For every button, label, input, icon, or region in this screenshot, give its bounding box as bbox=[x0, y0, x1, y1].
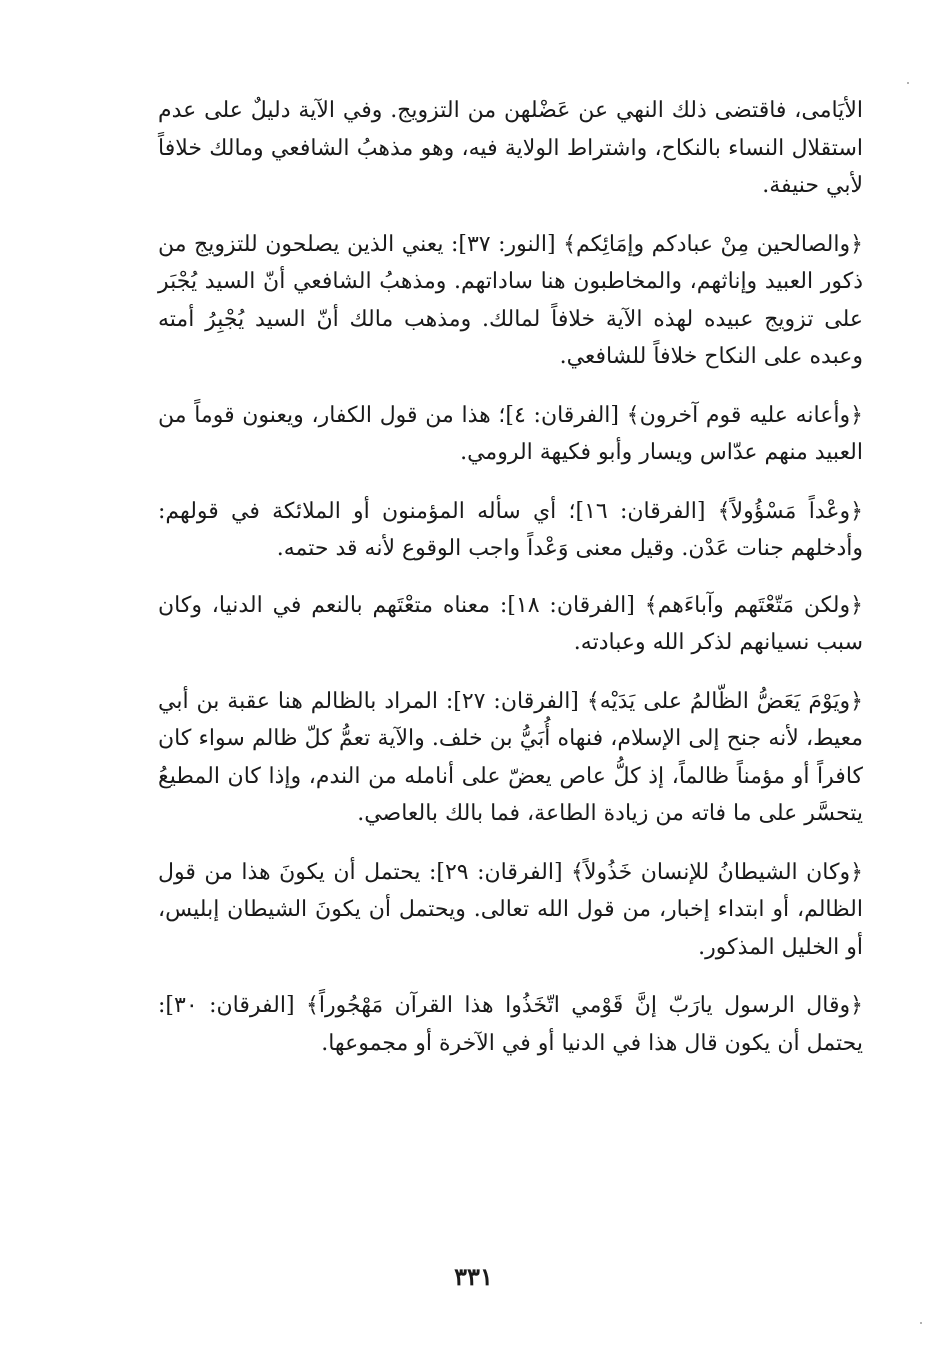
paragraph-6: ﴿ويَوْمَ يَعَضُّ الظّالمُ على يَدَيْه﴾ [الفرقان: ٢٧]: المراد بالظالم هنا عقبة بن أبي معيط، لأنه جنح إلى الإسلام، فنهاه أُبَيُّ بن خلف. والآية تعمُّ كلّ ظالم سواء كان كافراً أو مؤمناً ظالماً، إذ كلُّ عاص يعضّ على أنامله من الندم، وإذا كان المطيعُ يتحسَّر على ما فاته من زيادة الطاعة، فما بالك بالعاصي. bbox=[158, 688, 863, 826]
scan-speck bbox=[907, 82, 909, 84]
page-number: ٣٣١ bbox=[454, 1262, 493, 1291]
paragraph-7: ﴿وكان الشيطانُ للإنسان خَذُولاً﴾ [الفرقان: ٢٩]: يحتمل أن يكونَ هذا من قول الظالم، أو ابتداء إخبار، من قول الله تعالى. ويحتمل أن يكونَ الشيطان إبليس، أو الخليل المذكور. bbox=[158, 859, 863, 960]
paragraph-5: ﴿ولكن مَتّعْتَهم وآباءَهم﴾ [الفرقان: ١٨]: معناه متعْتَهم بالنعم في الدنيا، وكان سبب نسيانهم لذكر الله وعبادته. bbox=[158, 592, 863, 655]
body-text bbox=[158, 92, 863, 1062]
paragraph-4: ﴿وعْداً مَسْؤُولاً﴾ [الفرقان: ١٦]؛ أي سأله المؤمنون أو الملائكة في قولهم: وأدخلهم جنات عَدْن. وقيل معنى وَعْداً واجب الوقوع لأنه قد حتمه. bbox=[158, 498, 863, 561]
scan-speck bbox=[920, 1322, 922, 1324]
paragraph-2: ﴿والصالحين مِنْ عبادكم وإمَائِكم﴾ [النور: ٣٧]: يعني الذين يصلحون للتزويج من ذكور العبيد وإناثهم، والمخاطبون هنا ساداتهم. ومذهبُ الشافعي أنّ السيد يُجْبَر على تزويج عبيده لهذه الآية خلافاً لمالك. ومذهب مالك أنّ السيد يُجْبِرُ أمته وعبده على النكاح خلافاً للشافعي. bbox=[158, 231, 863, 369]
paragraph-1: الأيَامى، فاقتضى ذلك النهي عن عَضْلهن من التزويج. وفي الآية دليلٌ على عدم استقلال النساء بالنكاح، واشتراط الولاية فيه، وهو مذهبُ الشافعي ومالك خلافاً لأبي حنيفة. bbox=[158, 98, 863, 198]
paragraph-8: ﴿وقال الرسول يارَبّ إنَّ قَوْمي اتّخَذُوا هذا القرآن مَهْجُوراً﴾ [الفرقان: ٣٠]: يحتمل أن يكون قال هذا في الدنيا أو في الآخرة أو مجموعها. bbox=[158, 993, 863, 1056]
paragraph-3: ﴿وأعانه عليه قوم آخرون﴾ [الفرقان: ٤]؛ هذا من قول الكفار، ويعنون قوماً من العبيد منهم عدّاس ويسار وأبو فكيهة الرومي. bbox=[158, 402, 863, 465]
